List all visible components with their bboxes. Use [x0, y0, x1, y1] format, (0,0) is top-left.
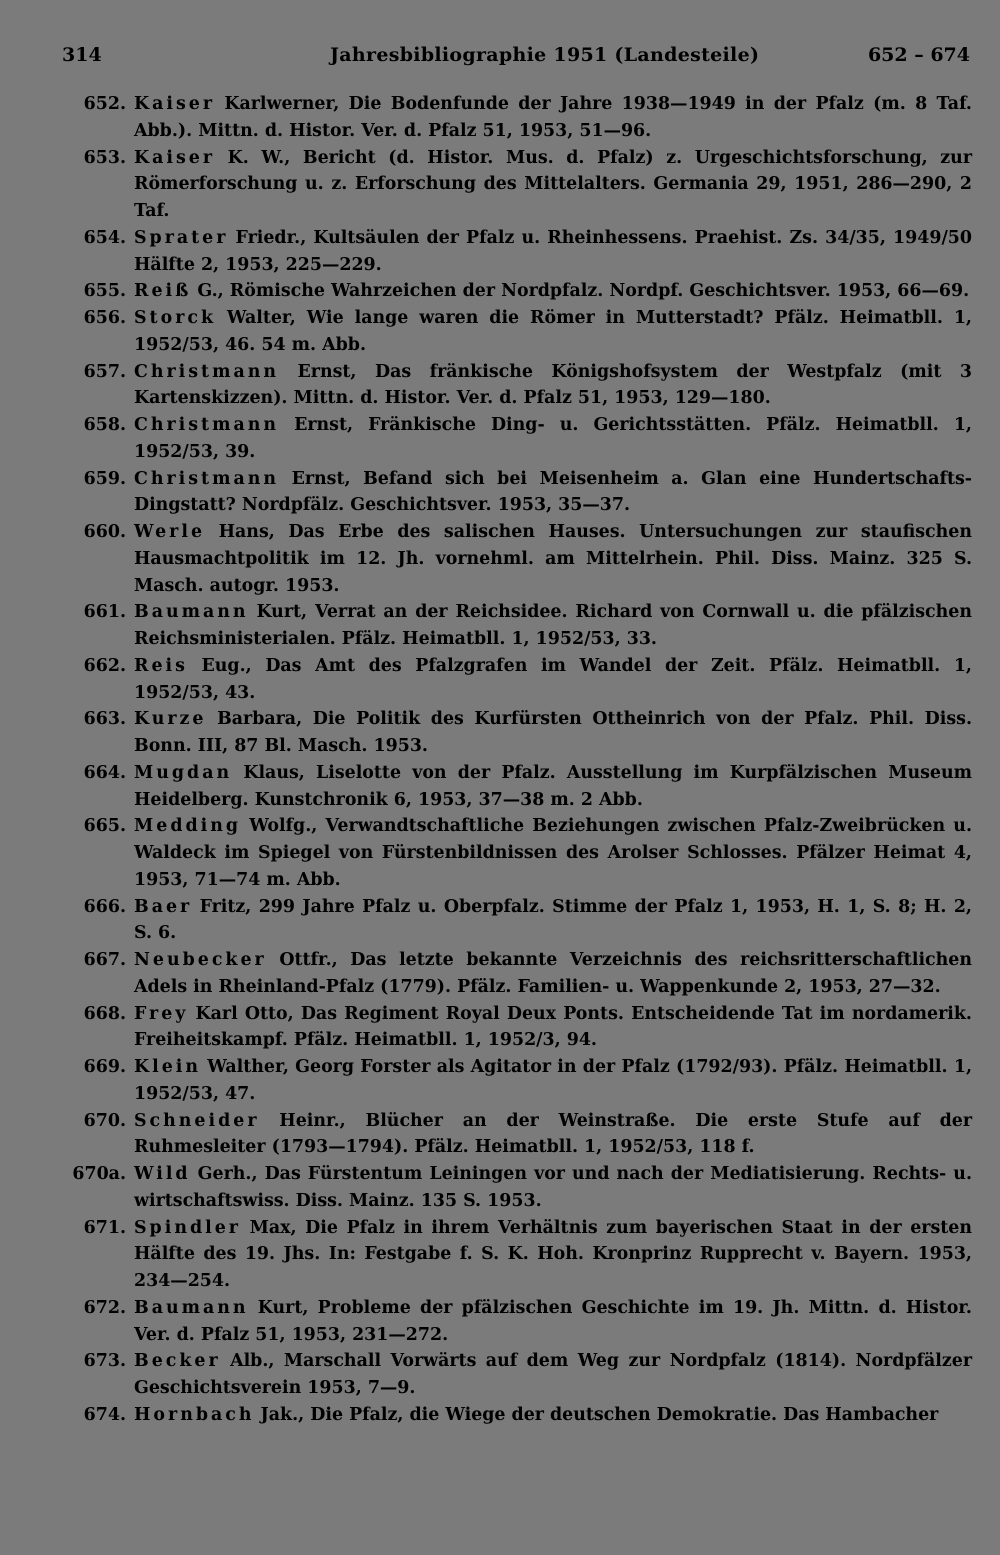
- entry-number: 655.: [83, 281, 126, 302]
- bibliography-entry: [40, 359, 972, 413]
- entry-number: 665.: [83, 816, 126, 837]
- entry-citation: [134, 653, 972, 707]
- entry-text: G., Römische Wahrzeichen der Nordpfalz. Nordpf. Geschichtsver. 1953, 66—69.: [191, 281, 970, 302]
- entry-author: Baumann: [134, 1297, 249, 1318]
- entry-citation: [134, 1161, 972, 1215]
- entry-author: Werle: [134, 522, 206, 542]
- entry-author: Sprater: [134, 227, 229, 248]
- entry-number: 661.: [83, 602, 126, 623]
- entry-text: Ernst, Befand sich bei Meisenheim a. Glan eine Hundertschafts-Dingstatt? Nordpfälz. Geschichtsver. 1953, 35—37.: [134, 468, 972, 516]
- entry-author: Storck: [134, 308, 216, 328]
- entry-number: 670.: [83, 1110, 126, 1131]
- entry-text: Klaus, Liselotte von der Pfalz. Ausstellung im Kurpfälzischen Museum Heidelberg. Kunstchronik 6, 1953, 37—38 m. 2 Abb.: [134, 762, 972, 810]
- entry-number: 654.: [83, 227, 126, 248]
- bibliography-entry: [40, 1402, 972, 1429]
- entry-citation: [134, 91, 972, 145]
- bibliography-entry: [40, 1161, 972, 1215]
- entry-text: Karlwerner, Die Bodenfunde der Jahre 1938—1949 in der Pfalz (m. 8 Taf. Abb.). Mittn. d. Histor. Ver. d. Pfalz 51, 1953, 51—96.: [134, 94, 972, 141]
- bibliography-entry: [40, 894, 972, 948]
- entry-text: Barbara, Die Politik des Kurfürsten Ottheinrich von der Pfalz. Phil. Diss. Bonn. III, 87 Bl. Masch. 1953.: [134, 709, 972, 756]
- entry-text: Ottfr., Das letzte bekannte Verzeichnis des reichsritterschaftlichen Adels in Rheinland-Pfalz (1779). Pfälz. Familien- u. Wappenkunde 2, 1953, 27—32.: [134, 950, 972, 997]
- bibliography-entry: [40, 1001, 972, 1055]
- entry-number: 663.: [83, 709, 126, 730]
- running-title: Jahresbibliographie 1951 (Landesteile): [330, 44, 760, 66]
- entry-author: Klein: [134, 1057, 202, 1077]
- entry-text: Karl Otto, Das Regiment Royal Deux Ponts. Entscheidende Tat im nordamerik. Freiheitskampf. Pfälz. Heimatbll. 1, 1952/3, 94.: [134, 1003, 972, 1051]
- bibliography-entry: [40, 1215, 972, 1295]
- entry-author: Schneider: [134, 1110, 260, 1131]
- bibliography-entry: [40, 760, 972, 814]
- bibliography-entry: [40, 947, 972, 1001]
- running-header: [0, 0, 1000, 90]
- entry-citation: [134, 359, 972, 413]
- entry-author: Kaiser: [134, 94, 216, 114]
- entry-citation: [134, 1001, 972, 1055]
- bibliography-entry: [40, 1108, 972, 1162]
- entry-number: 662.: [83, 655, 126, 676]
- entry-text: Walter, Wie lange waren die Römer in Mutterstadt? Pfälz. Heimatbll. 1, 1952/53, 46. 54 m. Abb.: [134, 308, 972, 355]
- bibliography-entry: [40, 1295, 972, 1349]
- bibliography-entry: [40, 412, 972, 466]
- entry-citation: [134, 1348, 972, 1402]
- entry-number: 673.: [83, 1351, 126, 1372]
- entry-text: Max, Die Pfalz in ihrem Verhältnis zum bayerischen Staat in der ersten Hälfte des 19. Jhs. In: Festgabe f. S. K. Hoh. Kronprinz Rupprecht v. Bayern. 1953, 234—254.: [134, 1217, 972, 1291]
- entry-number: 652.: [83, 94, 126, 114]
- entry-number: 666.: [83, 896, 126, 917]
- entry-author: Baer: [134, 896, 193, 917]
- entry-author: Reis: [134, 655, 188, 676]
- entry-citation: [134, 278, 972, 305]
- bibliography-entry: [40, 225, 972, 279]
- entry-citation: [134, 894, 972, 948]
- bibliography-entry: [40, 706, 972, 760]
- entry-citation: [134, 305, 972, 359]
- entry-text: Fritz, 299 Jahre Pfalz u. Oberpfalz. Stimme der Pfalz 1, 1953, H. 1, S. 8; H. 2, S. 6.: [134, 896, 972, 944]
- entry-author: Reiß: [134, 281, 192, 302]
- entry-citation: [134, 519, 972, 599]
- entry-citation: [134, 412, 972, 466]
- entry-citation: [134, 466, 972, 520]
- entry-number: 669.: [83, 1057, 126, 1077]
- entry-citation: [134, 1402, 972, 1429]
- entry-citation: [134, 813, 972, 893]
- entry-author: Kurze: [134, 709, 207, 730]
- entry-text: Friedr., Kultsäulen der Pfalz u. Rheinhessens. Praehist. Zs. 34/35, 1949/50 Hälfte 2, 1953, 225—229.: [134, 227, 972, 275]
- entry-author: Wild: [134, 1164, 191, 1184]
- entry-text: Walther, Georg Forster als Agitator in der Pfalz (1792/93). Pfälz. Heimatbll. 1, 1952/53, 47.: [134, 1057, 972, 1104]
- entry-author: Frey: [134, 1003, 189, 1024]
- entry-number: 653.: [83, 147, 126, 168]
- entry-author: Christmann: [134, 415, 280, 435]
- page-number: 314: [62, 44, 102, 66]
- entry-author: Christmann: [134, 361, 280, 382]
- entry-author: Christmann: [134, 468, 280, 489]
- entry-author: Baumann: [134, 602, 249, 623]
- bibliography-entry: [40, 653, 972, 707]
- entry-text: Gerh., Das Fürstentum Leiningen vor und nach der Mediatisierung. Rechts- u. wirtschaftswiss. Diss. Mainz. 135 S. 1953.: [134, 1164, 972, 1211]
- entry-number: 664.: [83, 762, 126, 783]
- entry-citation: [134, 1054, 972, 1108]
- entry-text: Ernst, Das fränkische Königshofsystem der Westpfalz (mit 3 Kartenskizzen). Mittn. d. Histor. Ver. d. Pfalz 51, 1953, 129—180.: [134, 361, 972, 409]
- entry-number: 657.: [83, 361, 126, 382]
- entry-citation: [134, 1108, 972, 1162]
- bibliography-entry: [40, 1348, 972, 1402]
- entry-number: 670a.: [72, 1164, 126, 1184]
- entry-author: Becker: [134, 1351, 221, 1372]
- entry-citation: [134, 947, 972, 1001]
- bibliography-entry: [40, 91, 972, 145]
- entry-number: 659.: [83, 468, 126, 489]
- entry-number: 667.: [83, 950, 126, 970]
- entry-citation: [134, 1295, 972, 1349]
- entry-text: Alb., Marschall Vorwärts auf dem Weg zur Nordpfalz (1814). Nordpfälzer Geschichtsverein 1953, 7—9.: [134, 1351, 972, 1398]
- entry-text: Ernst, Fränkische Ding- u. Gerichtsstätten. Pfälz. Heimatbll. 1, 1952/53, 39.: [134, 415, 972, 462]
- entry-text: K. W., Bericht (d. Histor. Mus. d. Pfalz) z. Urgeschichtsforschung, zur Römerforschung u. z. Erforschung des Mittelalters. Germania 29, 1951, 286—290, 2 Taf.: [134, 147, 972, 221]
- entry-author: Medding: [134, 816, 242, 837]
- entry-author: Spindler: [134, 1217, 241, 1238]
- entry-author: Hornbach: [134, 1404, 255, 1425]
- entry-author: Kaiser: [134, 147, 216, 168]
- entry-range: 652 – 674: [867, 44, 970, 66]
- entry-text: Eug., Das Amt des Pfalzgrafen im Wandel der Zeit. Pfälz. Heimatbll. 1, 1952/53, 43.: [134, 655, 972, 703]
- entry-number: 658.: [83, 415, 126, 435]
- entry-citation: [134, 145, 972, 225]
- bibliography-entry: [40, 145, 972, 225]
- bibliography-entry: [40, 519, 972, 599]
- entry-text: Kurt, Verrat an der Reichsidee. Richard von Cornwall u. die pfälzischen Reichsministerialen. Pfälz. Heimatbll. 1, 1952/53, 33.: [134, 602, 972, 649]
- entry-text: Jak., Die Pfalz, die Wiege der deutschen Demokratie. Das Hambacher: [254, 1404, 939, 1425]
- bibliography-list: [40, 91, 972, 1429]
- entry-number: 656.: [83, 308, 126, 328]
- entry-text: Heinr., Blücher an der Weinstraße. Die erste Stufe auf der Ruhmesleiter (1793—1794). Pfälz. Heimatbll. 1, 1952/53, 118 f.: [134, 1110, 972, 1158]
- entry-citation: [134, 225, 972, 279]
- entry-citation: [134, 706, 972, 760]
- bibliography-entry: [40, 813, 972, 893]
- bibliography-entry: [40, 305, 972, 359]
- entry-text: Hans, Das Erbe des salischen Hauses. Untersuchungen zur staufischen Hausmachtpolitik im 12. Jh. vornehml. am Mittelrhein. Phil. Diss. Mainz. 325 S. Masch. autogr. 1953.: [134, 522, 972, 596]
- bibliography-entry: [40, 466, 972, 520]
- entry-number: 668.: [83, 1003, 126, 1024]
- bibliography-entry: [40, 1054, 972, 1108]
- entry-text: Wolfg., Verwandtschaftliche Beziehungen zwischen Pfalz-Zweibrücken u. Waldeck im Spiegel von Fürstenbildnissen des Arolser Schlosses. Pfälzer Heimat 4, 1953, 71—74 m. Abb.: [134, 816, 972, 890]
- entry-citation: [134, 1215, 972, 1295]
- entry-citation: [134, 599, 972, 653]
- entry-number: 672.: [83, 1297, 126, 1318]
- entry-citation: [134, 760, 972, 814]
- bibliography-entry: [40, 278, 972, 305]
- entry-number: 660.: [83, 522, 126, 542]
- entry-number: 674.: [83, 1404, 126, 1425]
- entry-author: Neubecker: [134, 950, 267, 970]
- entry-text: Kurt, Probleme der pfälzischen Geschichte im 19. Jh. Mittn. d. Histor. Ver. d. Pfalz 51, 1953, 231—272.: [134, 1297, 972, 1345]
- entry-author: Mugdan: [134, 762, 233, 783]
- bibliography-entry: [40, 599, 972, 653]
- entry-number: 671.: [83, 1217, 126, 1238]
